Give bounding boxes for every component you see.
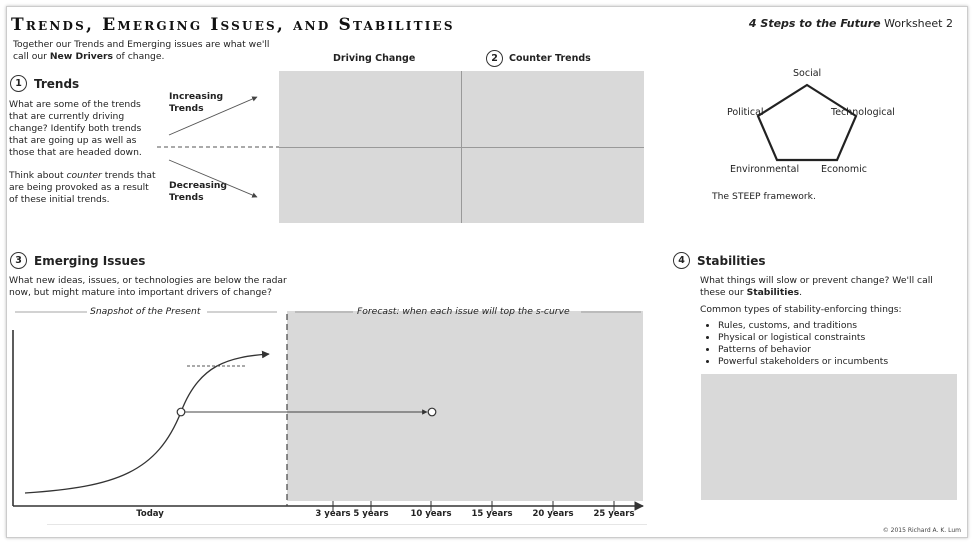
- tick-label-25: 25 years: [593, 509, 635, 519]
- stabilities-q-post: .: [799, 287, 802, 298]
- today-label: Today: [136, 509, 164, 519]
- steep-caption: The STEEP framework.: [712, 191, 816, 202]
- s-curve: [25, 354, 269, 493]
- trends-question: What are some of the trends that are currently driving change? Identify both trends that are going up as well as those that are headed down.: [9, 99, 142, 158]
- decreasing-trends-label: Decreasing Trends: [169, 180, 228, 203]
- copyright: © 2015 Richard A. K. Lum: [882, 527, 961, 534]
- steep-technological: Technological: [831, 107, 895, 118]
- emerging-number: 3: [10, 252, 27, 269]
- grid-horizontal-divider: [279, 147, 644, 148]
- stabilities-box[interactable]: [701, 374, 957, 500]
- forecast-point: [428, 408, 436, 416]
- stabilities-title: Stabilities: [697, 253, 766, 268]
- emerging-question: What new ideas, issues, or technologies are below the radar now, but might mature into important drivers of change?: [9, 275, 287, 298]
- stability-item: • Powerful stakeholders or incumbents: [718, 356, 954, 368]
- steep-environmental: Environmental: [730, 164, 800, 175]
- stability-item: • Rules, customs, and traditions: [718, 320, 954, 332]
- worksheet-book: 4 Steps to the Future: [748, 17, 881, 30]
- s-curve-chart: [7, 302, 657, 527]
- tick-label-10: 10 years: [410, 509, 452, 519]
- tick-label-20: 20 years: [532, 509, 574, 519]
- steep-economic: Economic: [821, 164, 867, 175]
- emerging-title: Emerging Issues: [34, 253, 146, 268]
- tick-label-3: 3 years: [315, 509, 351, 519]
- decreasing-arrow: [169, 160, 257, 197]
- stabilities-q-pre: What things will slow or prevent change? We'll call these our: [700, 275, 933, 298]
- forecast-label: Forecast: when each issue will top the s-curve: [357, 306, 570, 317]
- steep-pentagon: [752, 82, 862, 164]
- think-pre: Think about: [9, 170, 67, 181]
- snapshot-label: Snapshot of the Present: [90, 306, 201, 317]
- trends-number: 1: [10, 75, 27, 92]
- steep-social: Social: [793, 68, 822, 79]
- stabilities-list: [704, 320, 954, 368]
- intro-bold: New Drivers: [49, 51, 113, 62]
- counter-trends-number: 2: [486, 50, 503, 67]
- intro-pre: Together our Trends and Emerging issues are what we'll call our: [13, 39, 270, 62]
- stability-item: • Patterns of behavior: [718, 344, 954, 356]
- worksheet-number: Worksheet 2: [880, 17, 953, 30]
- trends-title: Trends: [34, 76, 80, 91]
- stabilities-q-bold: Stabilities: [746, 287, 800, 298]
- stabilities-heading: [673, 252, 766, 269]
- tick-label-15: 15 years: [471, 509, 513, 519]
- page-title: Trends, Emerging Issues, and Stabilities: [11, 15, 455, 35]
- present-point: [177, 408, 185, 416]
- increasing-trends-label: Increasing Trends: [169, 91, 224, 114]
- worksheet-page: [6, 6, 968, 538]
- stabilities-common: Common types of stability-enforcing things:: [700, 304, 902, 315]
- stabilities-question: [700, 275, 956, 299]
- think-italic: counter: [66, 170, 102, 181]
- emerging-heading: [10, 252, 145, 269]
- trends-grid[interactable]: [279, 71, 644, 223]
- counter-trends-header: [486, 50, 591, 67]
- intro-post: of change.: [113, 51, 165, 62]
- counter-trends-title: Counter Trends: [509, 53, 591, 64]
- tick-label-5: 5 years: [353, 509, 389, 519]
- bottom-rule: [47, 524, 647, 525]
- increasing-arrow: [169, 97, 257, 135]
- stability-item: • Physical or logistical constraints: [718, 332, 954, 344]
- stabilities-number: 4: [673, 252, 690, 269]
- driving-change-header: Driving Change: [333, 53, 416, 64]
- steep-political: Political: [727, 107, 764, 118]
- think-post: trends that are being provoked as a result of these initial trends.: [9, 170, 156, 205]
